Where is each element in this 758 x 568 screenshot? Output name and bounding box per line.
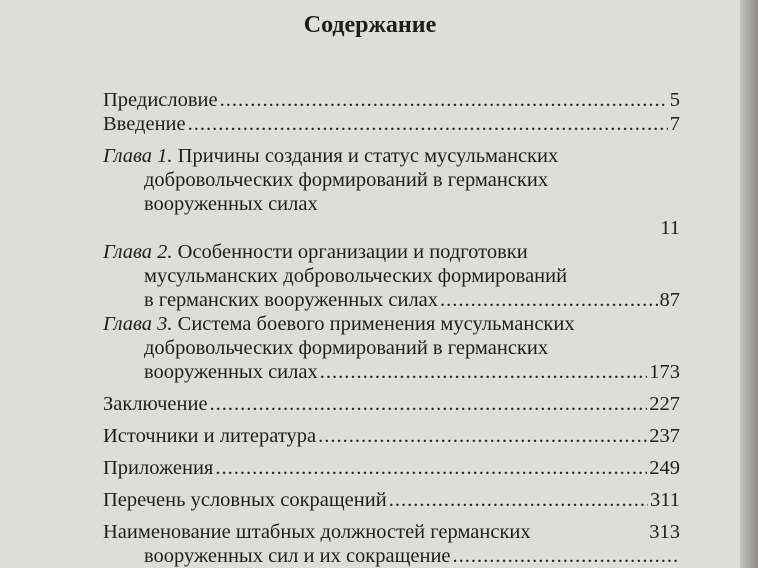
leader-dots [389, 488, 648, 512]
entry-line: вооруженных силах [144, 361, 318, 383]
entry-line: Система боевого применения мусульманских [177, 313, 575, 335]
page-number: 249 [649, 457, 680, 479]
entry-line: в германских вооруженных силах [144, 289, 439, 311]
page-number: 227 [649, 393, 680, 415]
leader-dots [320, 360, 648, 384]
page-number: 5 [669, 89, 680, 111]
entry-line: вооруженных силах [144, 193, 318, 215]
toc-entry-chapter-1 [103, 144, 680, 240]
entry-line: Особенности организации и подготовки [177, 241, 528, 263]
entry-label: Перечень условных сокращений [103, 489, 387, 511]
entry-line: Причины создания и статус мусульманских [177, 145, 559, 167]
page-title: Содержание [303, 12, 437, 38]
toc-entry-sources [103, 424, 680, 448]
entry-label: Введение [103, 113, 186, 135]
page-number: 11 [660, 217, 680, 239]
toc-entry-abbreviations [103, 488, 680, 512]
table-of-contents [103, 88, 680, 568]
entry-line: добровольческих формирований в германских [144, 337, 549, 359]
leader-dots [220, 88, 668, 112]
page-number: 313 [649, 521, 680, 543]
entry-line: добровольческих формирований в германских [144, 169, 549, 191]
toc-entry-staff-positions [103, 520, 680, 568]
entry-line: Наименование штабных должностей германских [103, 521, 531, 543]
entry-label: Предисловие [103, 89, 218, 111]
entry-label: Приложения [103, 457, 214, 479]
entry-line: вооруженных сил и их сокращение [144, 545, 451, 567]
leader-dots [188, 112, 668, 136]
chapter-label: Глава 3. [103, 313, 173, 335]
entry-label: Заключение [103, 393, 208, 415]
toc-entry-chapter-3 [103, 312, 680, 384]
entry-line: мусульманских добровольческих формирований [144, 265, 568, 287]
leader-dots [215, 456, 647, 480]
toc-entry-conclusion [103, 392, 680, 416]
book-edge [740, 0, 758, 568]
toc-entry-introduction [103, 112, 680, 136]
chapter-label: Глава 1. [103, 145, 173, 167]
leader-dots [453, 544, 678, 568]
page-number: 87 [659, 289, 680, 311]
page-number: 173 [649, 361, 680, 383]
leader-dots [210, 392, 648, 416]
page-number: 237 [649, 425, 680, 447]
leader-dots [440, 288, 657, 312]
toc-entry-chapter-2 [103, 240, 680, 312]
chapter-label: Глава 2. [103, 241, 173, 263]
page-number: 311 [650, 489, 680, 511]
page-number: 7 [669, 113, 680, 135]
toc-entry-preface [103, 88, 680, 112]
toc-entry-appendices [103, 456, 680, 480]
entry-label: Источники и литература [103, 425, 317, 447]
leader-dots [318, 424, 647, 448]
